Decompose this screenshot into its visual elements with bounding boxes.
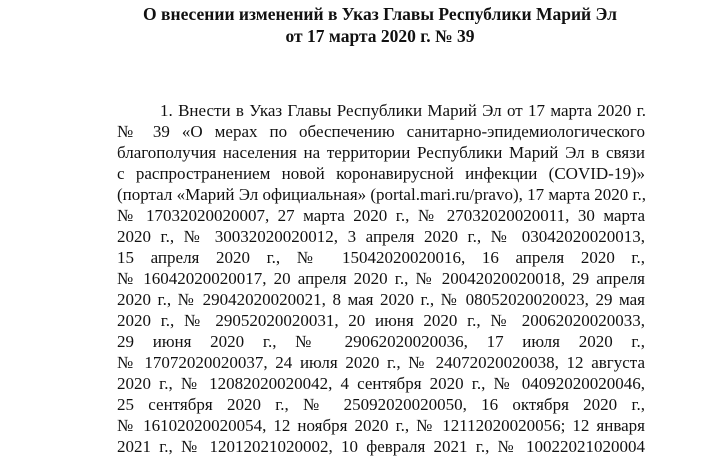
paragraph-line: 1. Внести в Указ Главы Республики Марий Эл от 17 марта 2020 г. — [160, 101, 646, 120]
paragraph-line: 2020 г., № 29042020020021, 8 мая 2020 г., № 08052020020023, 29 мая — [117, 290, 645, 309]
document-title-line-2: от 17 марта 2020 г. № 39 — [285, 26, 475, 46]
paragraph-line: (портал «Марий Эл официальная» (portal.mari.ru/pravo), 17 марта 2020 г., — [117, 185, 647, 204]
paragraph-line: № 17072020020037, 24 июля 2020 г., № 24072020020038, 12 августа — [117, 353, 645, 372]
paragraph-line: № 16102020020054, 12 ноября 2020 г., № 12112020020056; 12 января — [117, 416, 645, 435]
paragraph-line: 15 апреля 2020 г., № 15042020020016, 16 апреля 2020 г., — [117, 248, 645, 267]
paragraph-line: 2020 г., № 12082020020042, 4 сентября 2020 г., № 04092020020046, — [117, 374, 645, 393]
document-title-line-1: О внесении изменений в Указ Главы Республики Марий Эл — [143, 4, 617, 24]
paragraph-line: 29 июня 2020 г., № 29062020020036, 17 июля 2020 г., — [117, 332, 645, 351]
paragraph-line: 2021 г., № 12012021020002, 10 февраля 2021 г., № 10022021020004 — [117, 437, 645, 456]
paragraph-line: 2020 г., № 30032020020012, 3 апреля 2020 г., № 03042020020013, — [117, 227, 645, 246]
paragraph-line: № 39 «О мерах по обеспечению санитарно-эпидемиологического — [117, 122, 645, 141]
paragraph-line: 25 сентября 2020 г., № 25092020020050, 16 октября 2020 г., — [117, 395, 645, 414]
paragraph-line: № 17032020020007, 27 марта 2020 г., № 27032020020011, 30 марта — [117, 206, 645, 225]
paragraph-line: 2020 г., № 29052020020031, 20 июня 2020 г., № 20062020020033, — [117, 311, 645, 330]
paragraph-line: благополучия населения на территории Республики Марий Эл в связи — [117, 143, 645, 162]
paragraph-line: с распространением новой коронавирусной инфекции (COVID-19)» — [117, 164, 645, 183]
paragraph-line: № 16042020020017, 20 апреля 2020 г., № 20042020020018, 29 апреля — [117, 269, 645, 288]
